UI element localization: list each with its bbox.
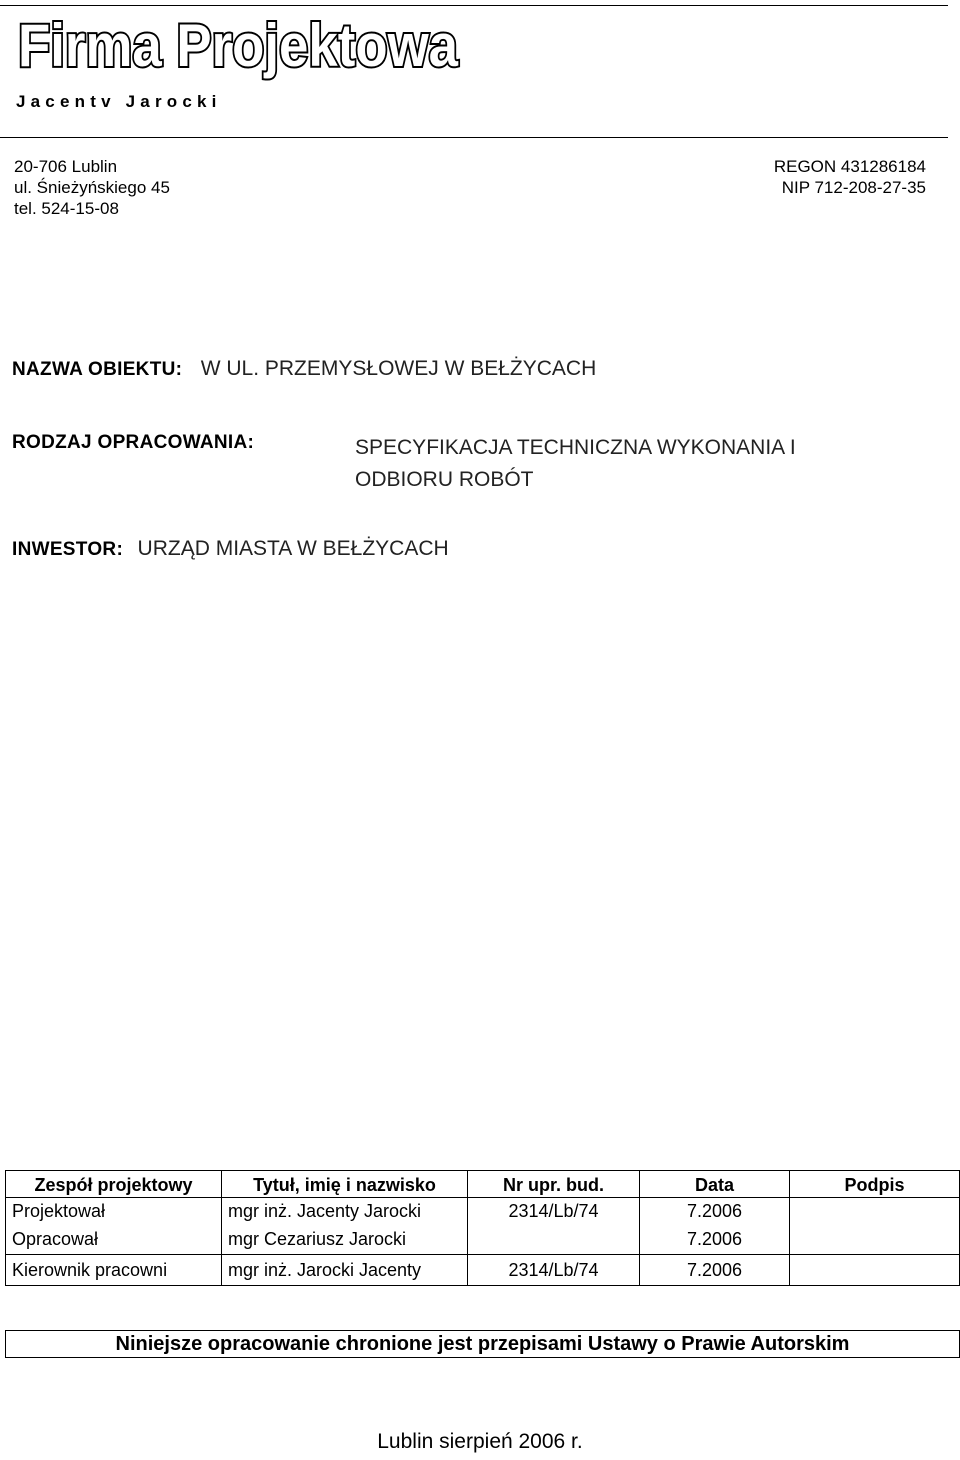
owner-name: Jacentv Jarocki bbox=[16, 92, 222, 111]
table-cell: 2314/Lb/74 bbox=[468, 1255, 640, 1286]
address-line: tel. 524-15-08 bbox=[14, 199, 119, 218]
signature-cell bbox=[790, 1224, 960, 1255]
table-cell bbox=[468, 1224, 640, 1255]
object-name-value: W UL. PRZEMYSŁOWEJ W BEŁŻYCACH bbox=[200, 357, 597, 380]
table-header: Podpis bbox=[790, 1171, 960, 1198]
signature-cell bbox=[790, 1198, 960, 1225]
table-header-row bbox=[6, 1171, 960, 1198]
copyright-notice: Niniejsze opracowanie chronione jest przepisami Ustawy o Prawie Autorskim bbox=[5, 1330, 960, 1358]
table-cell: 2314/Lb/74 bbox=[468, 1198, 640, 1225]
top-rule bbox=[0, 5, 948, 6]
company-address bbox=[14, 156, 170, 219]
address-line: ul. Śnieżyńskiego 45 bbox=[14, 178, 170, 197]
table-cell: 7.2006 bbox=[640, 1198, 790, 1225]
object-name-label: NAZWA OBIEKTU: bbox=[12, 359, 183, 380]
study-type-label: RODZAJ OPRACOWANIA: bbox=[12, 432, 255, 453]
nip: NIP 712-208-27-35 bbox=[781, 178, 926, 197]
company-logo-text: Firma Projektowa bbox=[18, 12, 459, 79]
study-type-line: ODBIORU ROBÓT bbox=[355, 468, 534, 491]
investor-label: INWESTOR: bbox=[12, 539, 124, 560]
design-team-table bbox=[5, 1170, 960, 1286]
regon: REGON 431286184 bbox=[773, 157, 926, 176]
object-name-row bbox=[12, 357, 596, 381]
signature-cell bbox=[790, 1255, 960, 1286]
investor-value: URZĄD MIASTA W BEŁŻYCACH bbox=[137, 537, 449, 560]
table-row bbox=[6, 1224, 960, 1255]
study-type-value bbox=[355, 432, 796, 496]
table-header: Zespół projektowy bbox=[6, 1171, 222, 1198]
table-cell: Projektował bbox=[6, 1198, 222, 1225]
company-logo bbox=[18, 14, 468, 84]
study-type-row bbox=[12, 432, 254, 454]
table-header: Data bbox=[640, 1171, 790, 1198]
table-cell: mgr inż. Jacenty Jarocki bbox=[222, 1198, 468, 1225]
table-cell: Kierownik pracowni bbox=[6, 1255, 222, 1286]
table-cell: 7.2006 bbox=[640, 1255, 790, 1286]
table-cell: Opracował bbox=[6, 1224, 222, 1255]
table-cell: mgr Cezariusz Jarocki bbox=[222, 1224, 468, 1255]
place-date: Lublin sierpień 2006 r. bbox=[377, 1430, 583, 1453]
table-row bbox=[6, 1255, 960, 1286]
investor-row bbox=[12, 537, 449, 561]
study-type-line: SPECYFIKACJA TECHNICZNA WYKONANIA I bbox=[355, 436, 796, 459]
address-line: 20-706 Lublin bbox=[14, 157, 118, 176]
header-divider bbox=[0, 137, 948, 138]
table-header: Tytuł, imię i nazwisko bbox=[222, 1171, 468, 1198]
company-registry bbox=[774, 156, 926, 198]
table-cell: mgr inż. Jarocki Jacenty bbox=[222, 1255, 468, 1286]
table-cell: 7.2006 bbox=[640, 1224, 790, 1255]
table-row bbox=[6, 1198, 960, 1225]
table-header: Nr upr. bud. bbox=[468, 1171, 640, 1198]
